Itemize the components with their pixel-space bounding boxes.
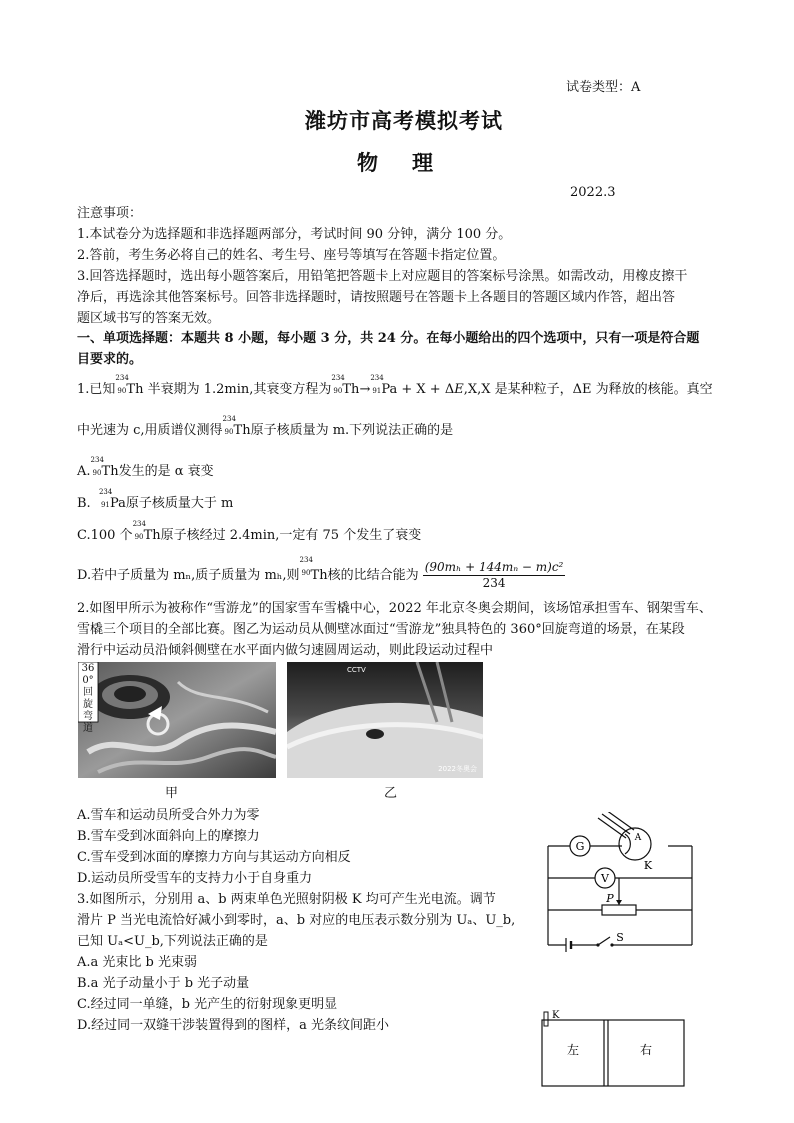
q2-option-d: D.运动员所受雪车的支持力小于自身重力	[77, 871, 313, 886]
nuclide-th234: 234 90 Th	[115, 374, 144, 397]
q3-stem-line2: 滑片 P 当光电流恰好减小到零时，a、b 对应的电压表示数分别为 Uₐ、U_b,	[77, 913, 516, 928]
anode-label: A	[634, 833, 642, 843]
voltmeter-label: V	[601, 872, 609, 885]
section-heading-cont: 目要求的。	[77, 352, 143, 367]
q3-stem-line3: 已知 Uₐ<U_b,下列说法正确的是	[77, 934, 268, 949]
subject-title: 物理	[357, 150, 467, 175]
cathode-label: K	[643, 859, 653, 872]
notice-item: 题区域书写的答案无效。	[77, 311, 221, 326]
q1-option-a: A. 234 90 Th发生的是 α 衰变	[77, 461, 214, 482]
notice-item: 3.回答选择题时，选出每小题答案后，用铅笔把答题卡上对应题目的答案标号涂黑。如需改动，用橡皮擦干	[77, 269, 688, 284]
nuclide-pa234: 234 91 Pa	[98, 488, 126, 511]
figure-jia-photo	[78, 662, 276, 778]
figure-yi-caption: 乙	[384, 786, 398, 801]
switch-label: S	[616, 931, 624, 944]
q3-option-d: D.经过同一双缝干涉装置得到的图样，a 光条纹间距小	[77, 1018, 389, 1033]
q2-stem-line2: 雪橇三个项目的全部比赛。图乙为运动员从侧壁冰面过“雪游龙”独具特色的 360°回旋弯道的场景，在某段	[77, 622, 685, 637]
q1-stem-line2: 中光速为 c,用质谱仪测得 234 90 Th原子核质量为 m.下列说法正确的是	[77, 420, 453, 441]
q2-option-c: C.雪车受到冰面的摩擦力方向与其运动方向相反	[77, 850, 351, 865]
slider-label: P	[606, 892, 614, 905]
q2-option-a: A.雪车和运动员所受合外力为零	[77, 808, 260, 823]
q1-option-d: D.若中子质量为 mₙ,质子质量为 mₕ,则 234 90 Th核的比结合能为 $\frac{\text{(90mₕ + 144mₙ − m)c²}}{234}$	[77, 556, 564, 590]
notice-item: 净后，再选涂其他答案标号。回答非选择题时，请按照题号在答题卡上各题目的答题区域内作答，超出答	[77, 290, 676, 305]
q3-option-b: B.a 光子动量小于 b 光子动量	[77, 976, 250, 991]
q1-option-c: C.100 个 234 90 Th原子核经过 2.4min,一定有 75 个发生了衰变	[77, 525, 421, 546]
nuclide-th234: 234 90 Th	[299, 556, 328, 583]
galvanometer-label: G	[575, 840, 585, 853]
section-heading: 一、单项选择题：本题共 8 小题，每小题 3 分，共 24 分。在每小题给出的四个选项中，只有一项是符合题	[77, 331, 700, 346]
binding-energy-fraction: $\frac{\text{(90mₕ + 144mₙ − m)c²}}{234}$	[424, 560, 564, 590]
nuclide-th234: 234 90 Th	[222, 415, 251, 438]
nuclide-th234: 234 90 Th	[90, 456, 119, 479]
q2-stem-line3: 滑行中运动员沿倾斜侧壁在水平面内做匀速圆周运动，则此段运动过程中	[77, 643, 494, 658]
q3-option-a: A.a 光束比 b 光束弱	[77, 955, 197, 970]
figure-yi-photo	[287, 662, 483, 778]
photoelectric-circuit-diagram	[540, 812, 700, 957]
q1-stem-line1: 1.已知 234 90 Th 半衰期为 1.2min,其衰变方程为 234 90 Th→ 234 91 Pa + X + ΔE,X,X 是某种粒子，ΔE 为释放的核能。真空	[77, 379, 713, 400]
valve-label: K	[552, 1010, 560, 1021]
left-chamber-label: 左	[566, 1043, 580, 1057]
q1-option-b: B. 234 91 Pa原子核质量大于 m	[77, 493, 233, 514]
q2-stem-line1: 2.如图甲所示为被称作“雪游龙”的国家雪车雪橇中心，2022 年北京冬奥会期间，该场馆承担雪车、钢架雪车、	[77, 601, 712, 616]
nuclide-th234: 234 90 Th	[132, 520, 161, 543]
figure-jia-caption: 甲	[165, 786, 179, 801]
partition-box-diagram	[538, 1008, 688, 1090]
notice-item: 1.本试卷分为选择题和非选择题两部分，考试时间 90 分钟，满分 100 分。	[77, 227, 512, 242]
exam-title: 潍坊市高考模拟考试	[305, 108, 503, 133]
notice-heading: 注意事项：	[77, 206, 143, 221]
tv-logo: CCTV	[347, 666, 366, 674]
q3-option-c: C.经过同一单缝，b 光产生的衍射现象更明显	[77, 997, 338, 1012]
q3-stem-line1: 3.如图所示，分别用 a、b 两束单色光照射阴极 K 均可产生光电流。调节	[77, 892, 496, 907]
nuclide-th234: 234 90 Th	[331, 374, 360, 397]
right-chamber-label: 右	[639, 1043, 653, 1057]
notice-item: 2.答前，考生务必将自己的姓名、考生号、座号等填写在答题卡指定位置。	[77, 248, 506, 263]
q2-option-b: B.雪车受到冰面斜向上的摩擦力	[77, 829, 260, 844]
figure-jia-label: 360°回旋弯道	[81, 663, 95, 734]
nuclide-pa234: 234 91 Pa	[370, 374, 398, 397]
exam-date: 2022.3	[570, 185, 616, 200]
tv-tag: 2022冬奥会	[438, 765, 477, 773]
paper-type: 试卷类型：A	[566, 80, 641, 95]
